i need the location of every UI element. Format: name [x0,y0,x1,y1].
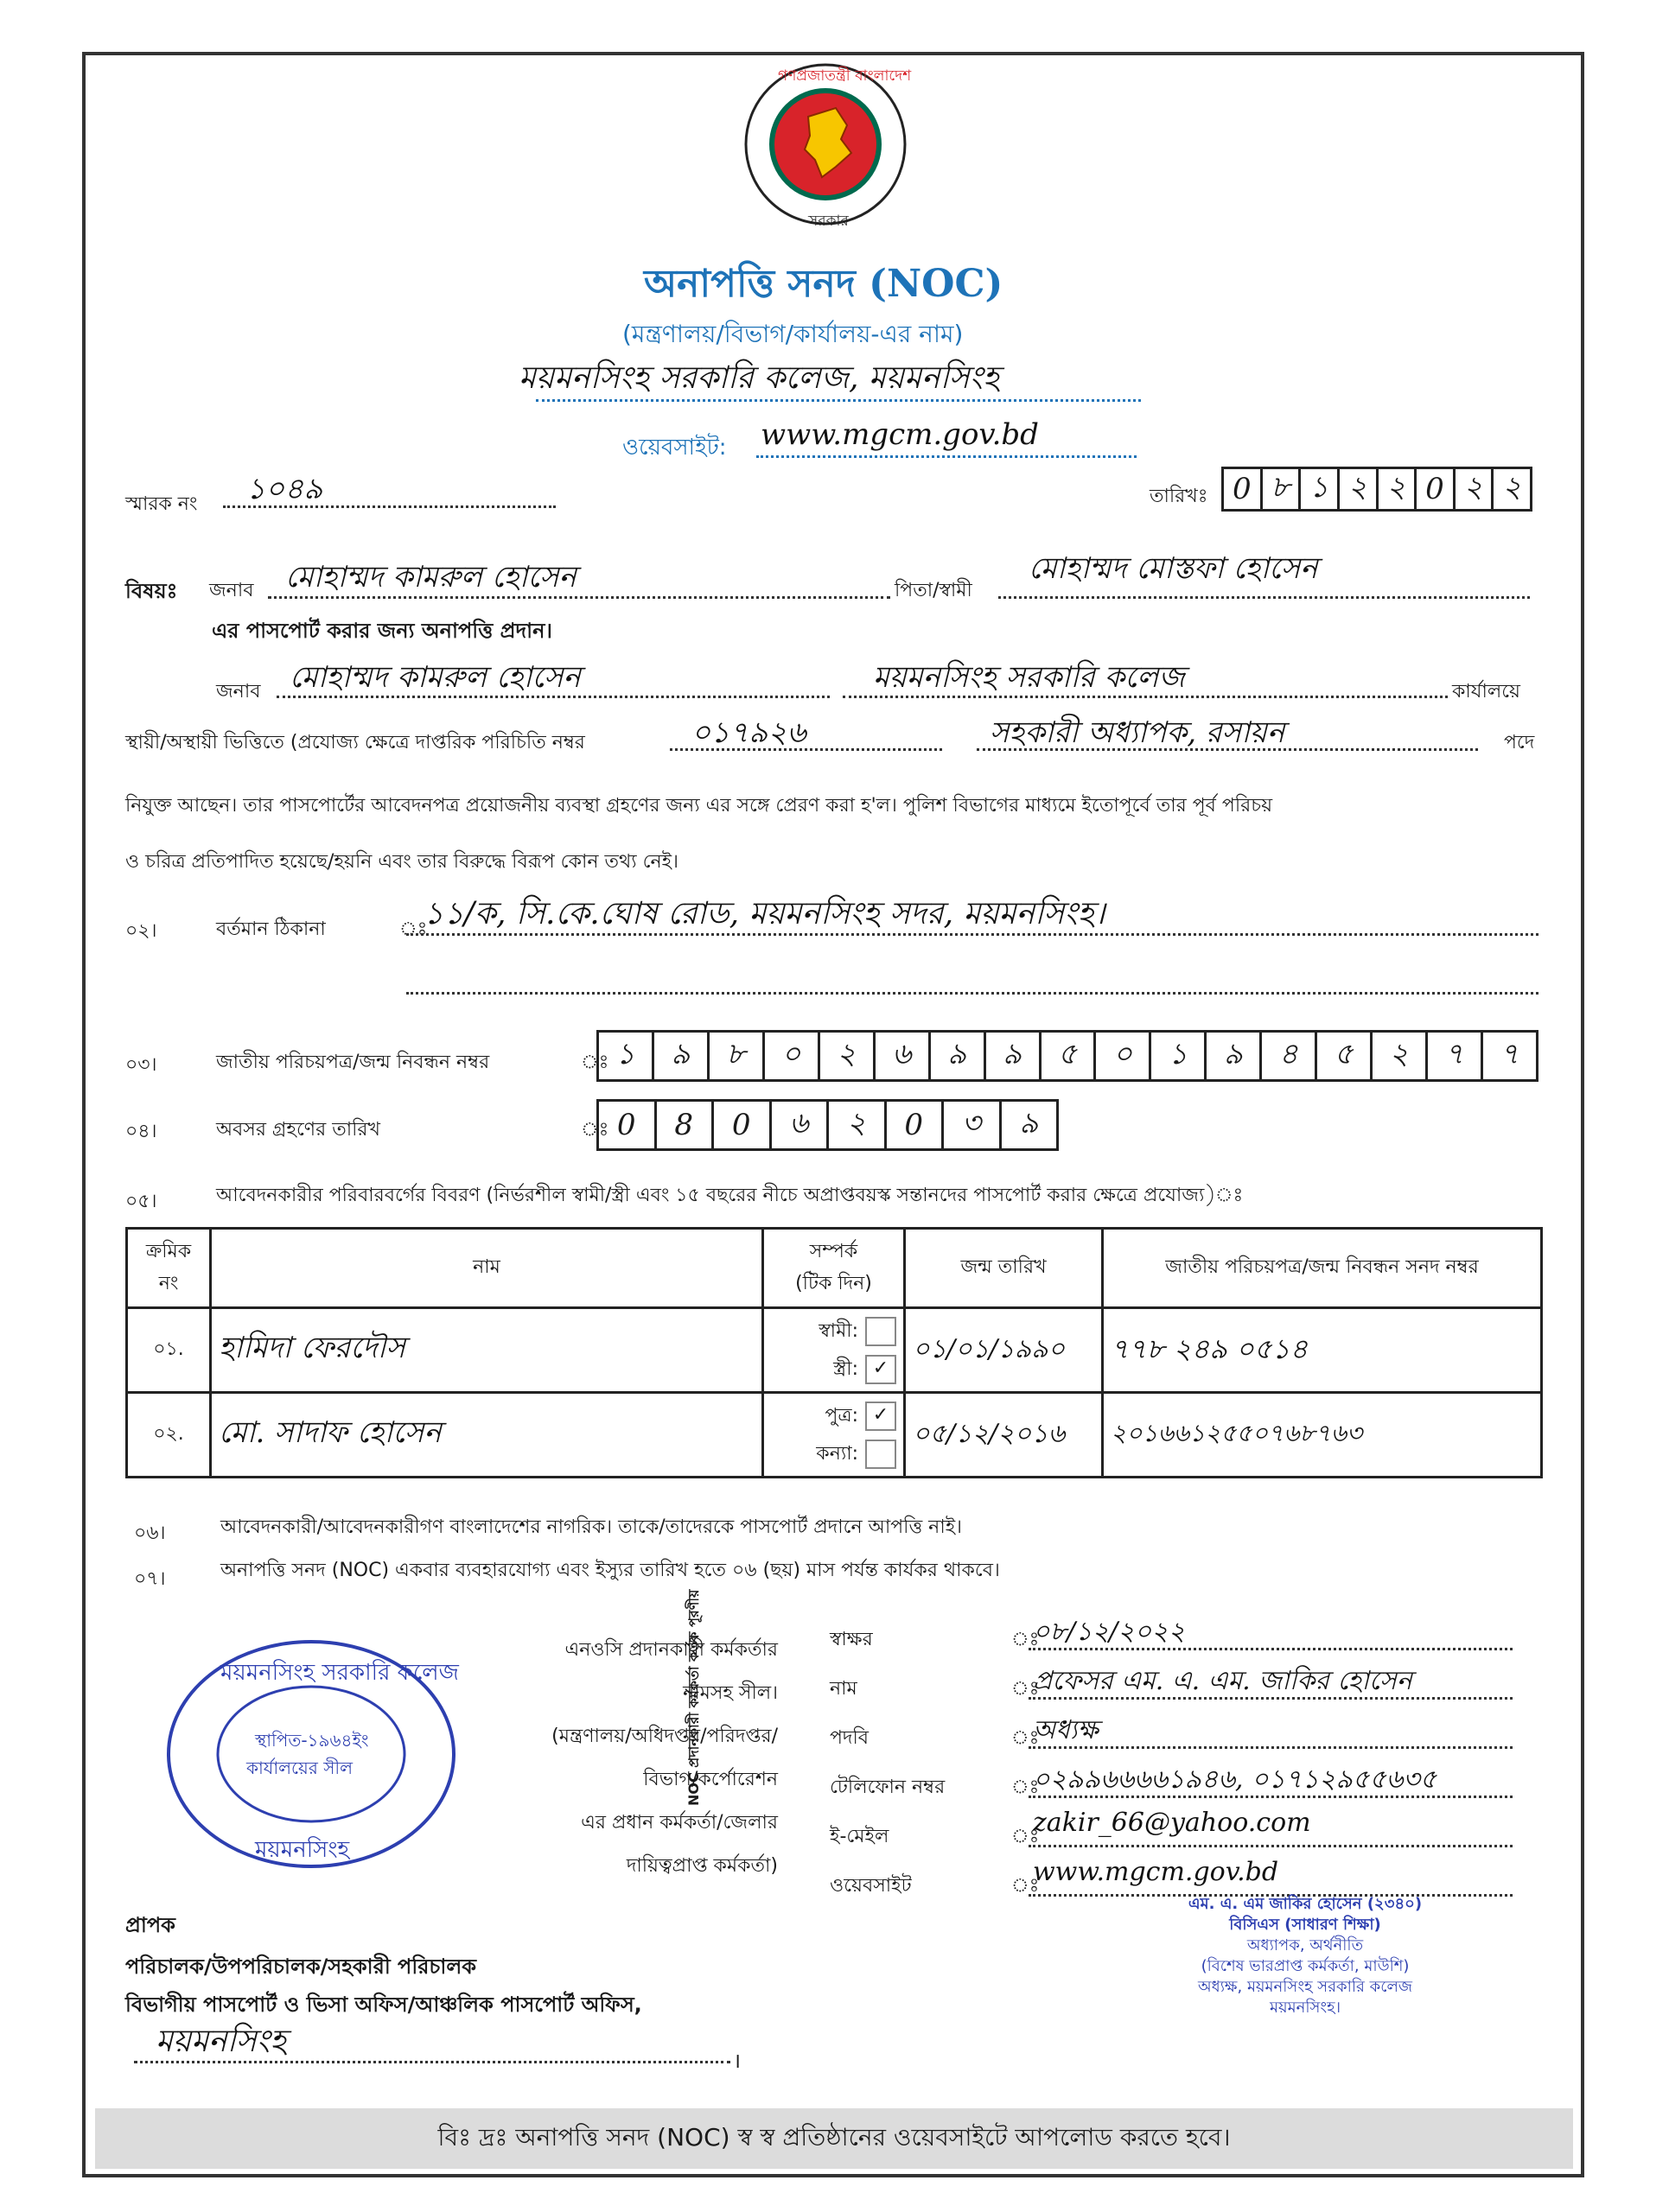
table-row [127,1308,1542,1393]
body-office-suffix: কার্যালয়ে [1452,681,1521,702]
memo-label: স্মারক নং [125,493,198,515]
officer-description-line: দায়িত্বপ্রাপ্ত কর্মকর্তা) [626,1855,778,1877]
officer-stamp-line: অধ্যাপক, অর্থনীতি [1246,1936,1364,1955]
seal-center-1: স্থাপিত-১৯৬৪ইং [255,1730,369,1751]
officer-fields [830,1609,1538,1904]
officer-field-value: ০৮/১২/২০২২ [1033,1617,1186,1647]
seal-bottom-text: ময়মনসিংহ [255,1837,350,1863]
table-header-row [127,1229,1542,1308]
officer-description-line: এনওসি প্রদানকারী কর্মকর্তার [564,1639,778,1661]
officer-field-label: নাম [830,1678,857,1700]
row2-relation [763,1393,905,1478]
retirement-digit: 8 [657,1102,715,1148]
officer-field-line [1029,1648,1513,1650]
subject-label: বিষয়ঃ [125,579,178,603]
nid-digit: ৫ [1042,1033,1097,1079]
officer-field-label: পদবি [830,1727,870,1749]
row1-rel-b: স্ত্রী: [833,1357,858,1380]
body-prefix: জনাব [216,681,261,702]
subject-line2: এর পাসপোর্ট করার জন্য অনাপত্তি প্রদান। [212,619,553,643]
item07-num: ০৭। [134,1568,166,1590]
recipient-line2: বিভাগীয় পাসপোর্ট ও ভিসা অফিস/আঞ্চলিক পাসপোর্ট অফিস, [125,1993,642,2017]
emblem-top-text: গণপ্রজাতন্ত্রী বাংলাদেশ [778,67,912,85]
father-name: মোহাম্মদ মোস্তফা হোসেন [1029,551,1318,586]
officer-field-value: zakir_66@yahoo.com [1033,1808,1311,1838]
officer-field-colon: ঃ [1011,1777,1040,1798]
retirement-digit: ২ [829,1102,887,1148]
nid-digit: ১ [1151,1033,1207,1079]
address-value: ১১/ক, সি.কে.ঘোষ রোড, ময়মনসিংহ সদর, ময়মনসিংহ। [424,896,1105,931]
row2-rel-b: কন্যা: [816,1442,858,1465]
officer-description-line: বিভাগ/কর্পোরেশন [643,1769,778,1790]
body-line2-b: পদে [1504,732,1535,753]
nid-digit: ৯ [986,1033,1042,1079]
body-designation-line [977,748,1478,751]
officer-field-colon: ঃ [1011,1826,1040,1847]
officer-description [484,1629,778,1888]
recipient-city-line [134,2061,730,2063]
nid-digit: ০ [1096,1033,1151,1079]
row1-dob: ০১/০১/১৯৯০ [905,1308,1103,1393]
nid-digit: ২ [1373,1033,1428,1079]
row2-rel-a: পুত্র: [825,1404,858,1427]
officer-field-line [1029,1796,1513,1798]
retirement-digit: ৩ [944,1102,1002,1148]
date-digit: ২ [1340,469,1379,509]
item04-colon: ঃ [581,1119,609,1141]
father-name-line [998,596,1530,599]
header-relation-sub: (টিক দিন) [795,1272,872,1294]
item02-colon: ঃ [399,918,428,940]
officer-field-value: www.mgcm.gov.bd [1033,1857,1279,1887]
seal-center-2: কার্যালয়ের সীল [246,1758,354,1778]
officer-field-row [830,1707,1538,1757]
item07-text: অনাপত্তি সনদ (NOC) একবার ব্যবহারযোগ্য এবং ইস্যুর তারিখ হতে ০৬ (ছয়) মাস পর্যন্ত কার্যকর থাকবে। [220,1560,1000,1581]
website-label: ওয়েবসাইট: [622,435,727,461]
page-title: অনাপত্তি সনদ (NOC) [644,262,1003,306]
recipient-label: প্রাপক [125,1913,175,1937]
retirement-digit: ৬ [772,1102,830,1148]
retirement-digit: 0 [887,1102,945,1148]
website-line [756,455,1137,458]
date-label: তারিখঃ [1150,486,1208,507]
officer-field-colon: ঃ [1011,1629,1040,1650]
table-row [127,1393,1542,1478]
checkbox-husband[interactable] [865,1317,896,1346]
office-seal [160,1633,462,1875]
recipient-line1: পরিচালক/উপপরিচালক/সহকারী পরিচালক [125,1955,476,1979]
nid-digit: ৪ [1262,1033,1317,1079]
date-digit: ৮ [1263,469,1302,509]
officer-field-label: টেলিফোন নম্বর [830,1777,946,1798]
date-box [1221,467,1532,512]
row1-nid: ৭৭৮ ২৪৯ ০৫১৪ [1103,1308,1542,1393]
header-relation-text: সম্পর্ক [809,1240,858,1262]
memo-line [223,505,556,508]
body-name-line [277,696,830,698]
nid-digit: ৫ [1317,1033,1373,1079]
office-name: ময়মনসিংহ সরকারি কলেজ, ময়মনসিংহ [519,360,1000,396]
nid-box [596,1030,1538,1082]
row1-name: হামিদা ফেরদৌস [211,1308,763,1393]
office-name-line [536,399,1141,402]
body-line3: নিযুক্ত আছেন। তার পাসপোর্টের আবেদনপত্র প্রয়োজনীয় ব্যবস্থা গ্রহণের জন্য এর সঙ্গে প্রেরণ করা হ'ল। পুলিশ বিভাগের মাধ্যমে ইতোপূর্বে তার পূর্ব পরিচয় [125,795,1273,817]
item06-text: আবেদনকারী/আবেদনকারীগণ বাংলাদেশের নাগরিক। তাকে/তাদেরকে পাসপোর্ট প্রদানে আপত্তি নাই। [220,1516,963,1538]
checkbox-son[interactable]: ✓ [865,1402,896,1431]
retirement-date-box [596,1099,1059,1151]
item03-num: ০৩। [125,1054,157,1076]
nid-digit: ১ [599,1033,654,1079]
officer-field-colon: ঃ [1011,1875,1040,1897]
officer-field-row [830,1609,1538,1658]
officer-description-line: নামসহ সীল। [683,1682,778,1704]
row2-sl: ০২. [127,1393,211,1478]
officer-description-line: এর প্রধান কর্মকর্তা/জেলার [581,1812,778,1834]
officer-stamp-line: ময়মনসিংহ। [1269,1999,1341,2017]
footer-note: বিঃ দ্রঃ অনাপত্তি সনদ (NOC) স্ব স্ব প্রতিষ্ঠানের ওয়েবসাইটে আপলোড করতে হবে। [437,2122,1231,2152]
office-subtitle: (মন্ত্রণালয়/বিভাগ/কার্যালয়-এর নাম) [622,320,964,348]
officer-field-label: ওয়েবসাইট [830,1875,912,1897]
row1-relation [763,1308,905,1393]
officer-field-colon: ঃ [1011,1727,1040,1749]
date-digit: ২ [1379,469,1417,509]
recipient-city: ময়মনসিংহ [156,2024,287,2059]
date-digit: ১ [1301,469,1340,509]
item06-num: ০৬। [134,1522,166,1544]
memo-value: ১০৪৯ [246,472,323,506]
date-digit: ২ [1456,469,1494,509]
retirement-digit: 0 [599,1102,657,1148]
officer-field-line [1029,1845,1513,1847]
nid-digit: ২ [820,1033,876,1079]
address-line2 [406,992,1538,995]
item03-label: জাতীয় পরিচয়পত্র/জন্ম নিবন্ধন নম্বর [216,1052,490,1073]
row1-rel-a: স্বামী: [819,1319,858,1342]
header-sl: ক্রমিক নং [127,1229,211,1308]
body-designation: সহকারী অধ্যাপক, রসায়ন [990,715,1285,750]
item05-label: আবেদনকারীর পরিবারবর্গের বিবরণ (নির্ভরশীল স্বামী/স্ত্রী এবং ১৫ বছরের নীচে অপ্রাপ্তবয়স্ক সন্তানদের পাসপোর্ট করার ক্ষেত্রে প্রযোজ্য)ঃ [216,1185,1244,1206]
nid-digit: ৮ [710,1033,765,1079]
website-value: www.mgcm.gov.bd [761,417,1039,452]
body-line4: ও চরিত্র প্রতিপাদিত হয়েছে/হয়নি এবং তার বিরুদ্ধে বিরূপ কোন তথ্য নেই। [125,851,678,873]
seal-outer-text: ময়মনসিংহ সরকারি কলেজ [220,1660,459,1686]
officer-field-row [830,1806,1538,1855]
item02-label: বর্তমান ঠিকানা [216,918,326,940]
officer-stamp-line: অধ্যক্ষ, ময়মনসিংহ সরকারি কলেজ [1198,1978,1412,1996]
officer-field-value: অধ্যক্ষ [1033,1715,1099,1745]
officer-field-line [1029,1746,1513,1749]
nid-digit: ৯ [1207,1033,1262,1079]
row1-sl: ০১. [127,1308,211,1393]
body-id-number: ০১৭৯২৬ [691,715,806,750]
body-name: মোহাম্মদ কামরুল হোসেন [290,660,581,695]
retirement-digit: ৯ [1019,1105,1039,1141]
header-dob: জন্ম তারিখ [905,1229,1103,1308]
subject-name-line [268,596,890,599]
officer-field-row [830,1757,1538,1806]
emblem-bottom-text: সরকার [808,213,849,230]
nid-digit: ৯ [931,1033,986,1079]
checkbox-wife[interactable]: ✓ [865,1355,896,1384]
recipient-end: । [733,2049,742,2073]
government-emblem [739,56,912,233]
officer-field-line [1029,1697,1513,1700]
header-nid: জাতীয় পরিচয়পত্র/জন্ম নিবন্ধন সনদ নম্বর [1103,1229,1542,1308]
item04-num: ০৪। [125,1121,157,1142]
row2-dob: ০৫/১২/২০১৬ [905,1393,1103,1478]
family-table [125,1227,1543,1478]
subject-prefix: জনাব [209,580,254,601]
checkbox-daughter[interactable] [865,1440,896,1469]
officer-stamp-line: এম. এ. এম জাকির হোসেন (২৩৪০) [1188,1895,1423,1913]
date-digit: ২ [1502,469,1522,505]
officer-stamp-line: (বিশেষ ভারপ্রাপ্ত কর্মকর্তা, মাউশি) [1201,1957,1410,1975]
header-relation [763,1229,905,1308]
row2-name: মো. সাদাফ হোসেন [211,1393,763,1478]
nid-digit: ৭ [1428,1033,1483,1079]
item05-num: ০৫। [125,1191,157,1212]
officer-stamp-line: বিসিএস (সাধারণ শিক্ষা) [1229,1916,1381,1934]
officer-field-value: প্রফেসর এম. এ. এম. জাকির হোসেন [1033,1666,1412,1696]
officer-field-label: স্বাক্ষর [830,1629,873,1650]
officer-field-value: ০২৯৯৬৬৬৬১৯৪৬, ০১৭১২৯৫৫৬৩৫ [1033,1764,1437,1795]
item03-colon: ঃ [581,1052,609,1073]
nid-digit: ৯ [654,1033,710,1079]
item04-label: অবসর গ্রহণের তারিখ [216,1119,380,1141]
officer-stamp [1115,1894,1495,2018]
officer-description-line: (মন্ত্রণালয়/অধিদপ্তর/পরিদপ্তর/ [551,1726,778,1747]
officer-field-row [830,1658,1538,1707]
body-office: ময়মনসিংহ সরকারি কলেজ [873,660,1185,695]
nid-digit: ৭ [1500,1036,1519,1071]
body-line2-a: স্থায়ী/অস্থায়ী ভিত্তিতে (প্রযোজ্য ক্ষেত্রে দাপ্তরিক পরিচিতি নম্বর [125,732,585,753]
father-label: পিতা/স্বামী [895,580,972,601]
body-id-line [670,748,942,751]
item02-num: ০২। [125,920,157,942]
row2-nid: ২০১৬৬১২৫৫০৭৬৮৭৬৩ [1103,1393,1542,1478]
address-line1 [406,933,1538,936]
officer-field-colon: ঃ [1011,1678,1040,1700]
header-name: নাম [211,1229,763,1308]
nid-digit: ৬ [876,1033,931,1079]
officer-field-label: ই-মেইল [830,1826,889,1847]
date-digit: 0 [1224,469,1263,509]
officer-vertical-label: NOC প্রদানকারী কর্মকর্তা কর্তৃক পূরণীয় [685,1589,702,1806]
footer-note-bar [95,2108,1573,2169]
retirement-digit: 0 [714,1102,772,1148]
subject-name: মোহাম্মদ কামরুল হোসেন [285,560,577,594]
date-digit: 0 [1417,469,1456,509]
body-office-line [843,696,1448,698]
nid-digit: ০ [765,1033,820,1079]
